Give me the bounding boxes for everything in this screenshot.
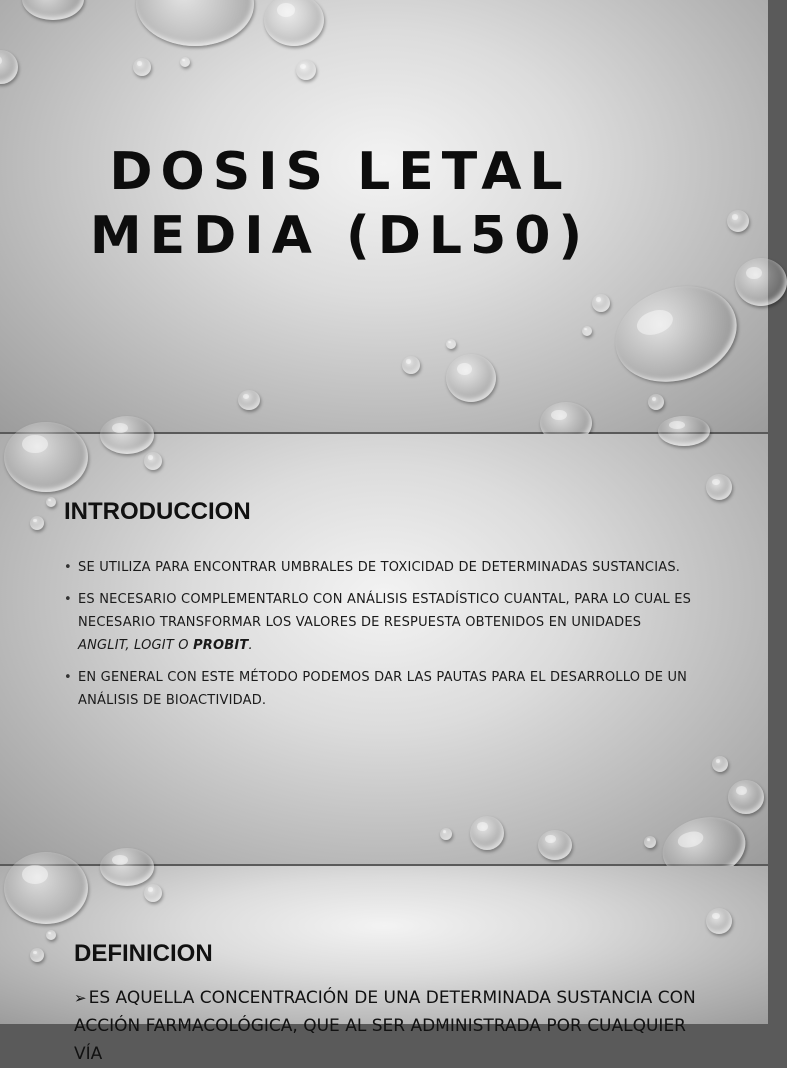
bullet-logit: LOGIT O (129, 638, 194, 653)
water-drop (728, 780, 764, 814)
water-drop (46, 497, 56, 507)
water-drop (648, 394, 664, 410)
definition-body: ES AQUELLA CONCENTRACIÓN DE UNA DETERMINADA SUSTANCIA CON ACCIÓN FARMACOLÓGICA, QUE AL SER ADMINISTRADA POR CUALQUIER VÍA (74, 988, 696, 1064)
water-drop (30, 948, 44, 962)
water-drop (136, 0, 254, 46)
water-drop (592, 294, 610, 312)
bullet-item (64, 588, 694, 657)
bullet-end: . (248, 638, 253, 653)
water-drop (144, 884, 162, 902)
water-drop (46, 930, 56, 940)
water-drop (712, 756, 728, 772)
section-heading: DEFINICION (74, 940, 213, 967)
water-drop (582, 326, 592, 336)
arrow-bullet-icon: ➢ (74, 989, 87, 1007)
water-drop (706, 474, 732, 500)
water-drop (446, 354, 496, 402)
water-drop (470, 816, 504, 850)
water-drop (727, 210, 749, 232)
title-slide (0, 0, 768, 432)
slide-title (60, 140, 620, 268)
water-drop (180, 57, 190, 67)
water-drop (440, 828, 452, 840)
water-drop (735, 258, 787, 306)
water-drop (144, 452, 162, 470)
definition-slide (0, 866, 768, 1064)
water-drop (402, 356, 420, 374)
water-drop (4, 852, 88, 924)
water-drop (30, 516, 44, 530)
water-drop (100, 848, 154, 886)
title-line-2: MEDIA (DL50) (89, 206, 591, 266)
water-drop (603, 271, 749, 397)
bullet-text: ES NECESARIO COMPLEMENTARLO CON ANÁLISIS ESTADÍSTICO CUANTAL, PARA LO CUAL ES NECESARIO TRANSFORMAR LOS VALORES DE RESPUESTA OBTENIDOS EN UNIDADES (78, 592, 692, 630)
water-drop (296, 60, 316, 80)
water-drop (658, 416, 710, 446)
water-drop (100, 416, 154, 454)
water-drop (4, 422, 88, 492)
water-drop (706, 908, 732, 934)
definition-text (74, 984, 714, 1068)
title-line-1: DOSIS LETAL (109, 142, 571, 202)
bullet-anglit: ANGLIT, (78, 638, 130, 653)
section-heading: INTRODUCCION (64, 498, 251, 525)
water-drop (22, 0, 84, 20)
water-drop (538, 830, 572, 860)
water-drop (264, 0, 324, 46)
bullet-item: • SE UTILIZA PARA ENCONTRAR UMBRALES DE TOXICIDAD DE DETERMINADAS SUSTANCIAS. (64, 556, 694, 579)
water-drop (446, 339, 456, 349)
water-drop (644, 836, 656, 848)
bullet-list (64, 556, 694, 721)
water-drop (0, 50, 18, 84)
bullet-item: • EN GENERAL CON ESTE MÉTODO PODEMOS DAR LAS PAUTAS PARA EL DESARROLLO DE UN ANÁLISIS DE BIOACTIVIDAD. (64, 666, 694, 712)
bullet-probit: PROBIT (193, 638, 249, 653)
introduction-slide (0, 434, 768, 864)
water-drop (133, 58, 151, 76)
water-drop (238, 390, 260, 410)
